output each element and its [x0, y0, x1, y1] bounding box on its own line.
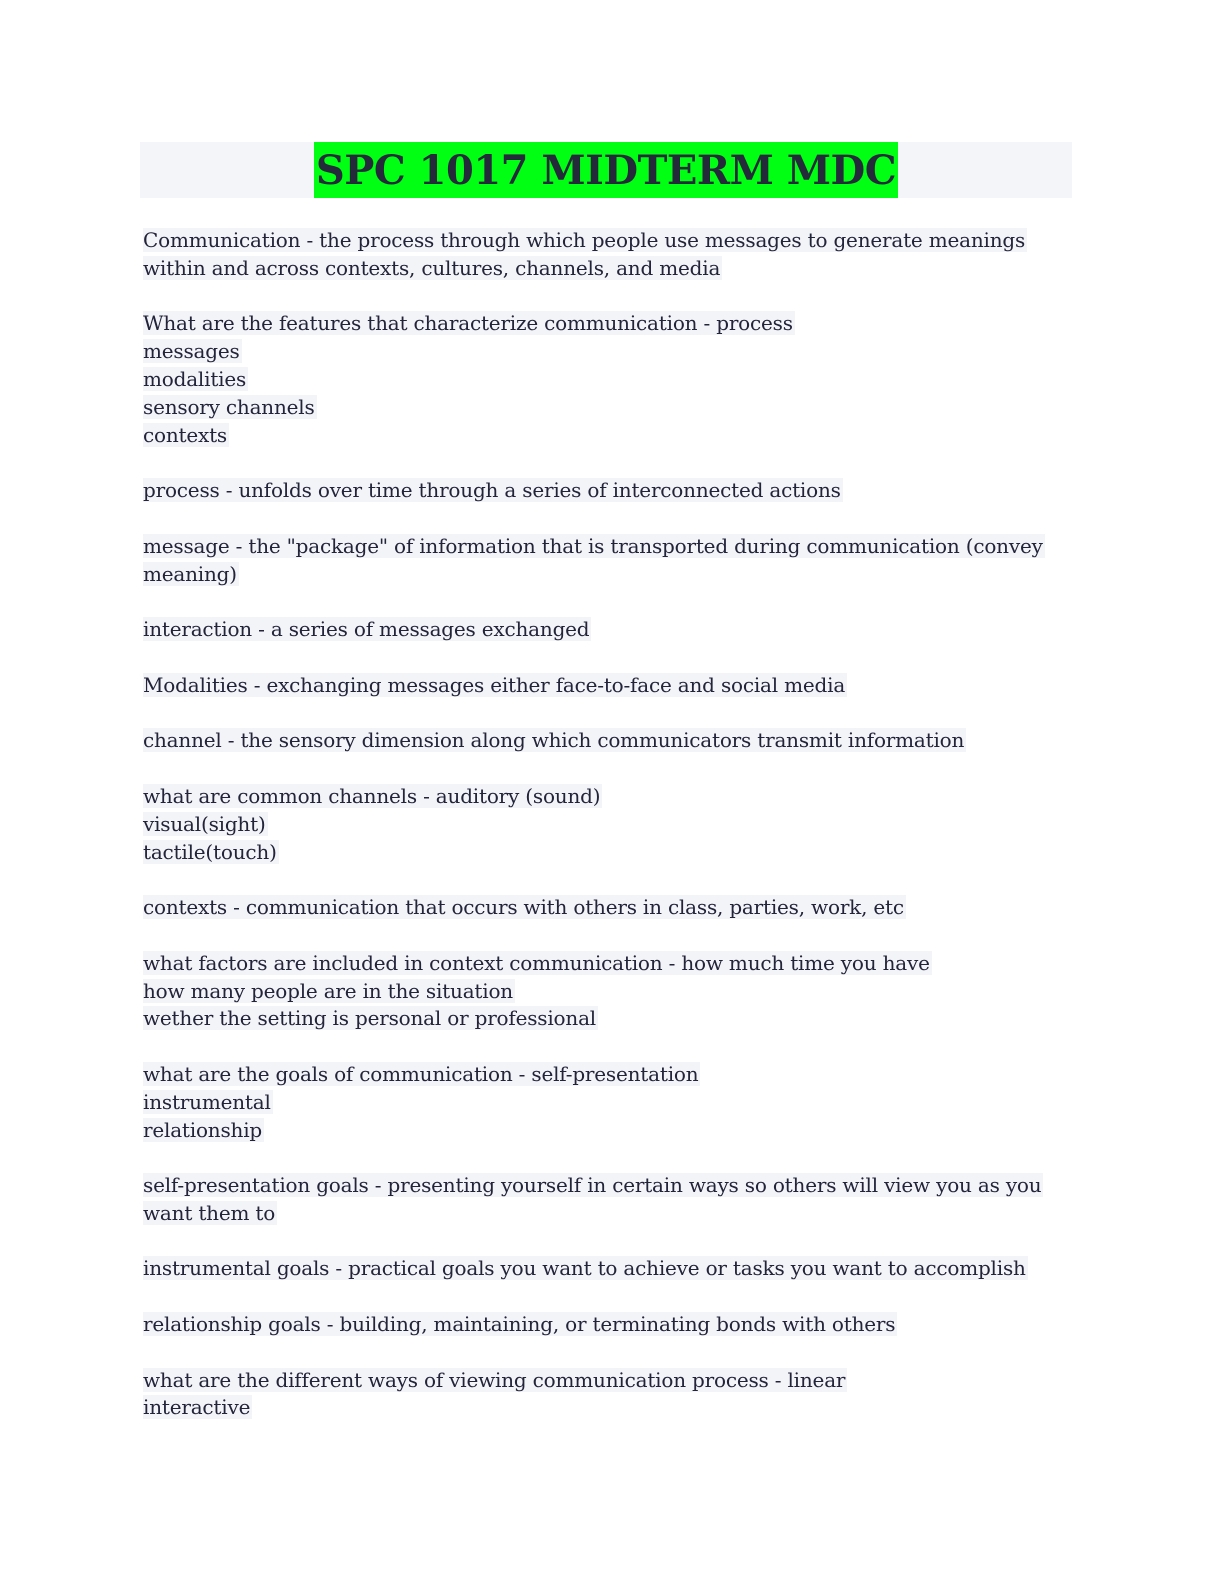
text-line: how many people are in the situation: [143, 978, 513, 1003]
entry-context-factors: [143, 950, 1083, 1033]
entry-common-channels: [143, 783, 1083, 866]
text-line: channel - the sensory dimension along which communicators transmit information: [143, 728, 965, 753]
text-line: what are the goals of communication - self-presentation: [143, 1061, 699, 1086]
text-line: relationship: [143, 1117, 263, 1142]
entry-contexts: [143, 894, 1083, 922]
entry-communication: [143, 227, 1083, 283]
text-line: modalities: [143, 366, 247, 391]
entry-relationship-goals: [143, 1311, 1083, 1339]
text-line: Modalities - exchanging messages either face-to-face and social media: [143, 672, 846, 697]
text-line: message - the "package" of information that is transported during communication (convey: [143, 533, 1043, 558]
entry-self-presentation-goals: [143, 1172, 1083, 1228]
text-line: self-presentation goals - presenting yourself in certain ways so others will view you as you: [143, 1173, 1042, 1198]
text-line: interactive: [143, 1395, 251, 1420]
text-line: instrumental: [143, 1089, 271, 1114]
entry-process: [143, 477, 1083, 505]
entry-message: [143, 533, 1083, 589]
text-line: process - unfolds over time through a series of interconnected actions: [143, 478, 841, 503]
entry-modalities: [143, 672, 1083, 700]
text-line: messages: [143, 339, 240, 364]
text-line: instrumental goals - practical goals you want to achieve or tasks you want to accomplish: [143, 1256, 1026, 1281]
text-line: contexts - communication that occurs with others in class, parties, work, etc: [143, 895, 904, 920]
entry-communication-views: [143, 1367, 1083, 1423]
text-line: want them to: [143, 1200, 276, 1225]
entry-channel: [143, 727, 1083, 755]
text-line: interaction - a series of messages exchanged: [143, 617, 590, 642]
entry-instrumental-goals: [143, 1255, 1083, 1283]
text-line: tactile(touch): [143, 839, 277, 864]
text-line: meaning): [143, 561, 237, 586]
document-body: [143, 227, 1083, 1450]
text-line: what factors are included in context communication - how much time you have: [143, 950, 930, 975]
text-line: What are the features that characterize communication - process: [143, 311, 793, 336]
document-title: SPC 1017 MIDTERM MDC: [314, 142, 898, 198]
text-line: visual(sight): [143, 811, 266, 836]
text-line: within and across contexts, cultures, channels, and media: [143, 255, 721, 280]
text-line: sensory channels: [143, 394, 315, 419]
title-band: [140, 142, 1072, 198]
text-line: what are common channels - auditory (sound): [143, 783, 601, 808]
text-line: wether the setting is personal or professional: [143, 1006, 596, 1031]
text-line: relationship goals - building, maintaining, or terminating bonds with others: [143, 1312, 896, 1337]
text-line: Communication - the process through which people use messages to generate meanings: [143, 228, 1026, 252]
text-line: what are the different ways of viewing communication process - linear: [143, 1367, 846, 1392]
text-line: contexts: [143, 422, 227, 447]
entry-interaction: [143, 616, 1083, 644]
entry-features: [143, 310, 1083, 449]
entry-goals: [143, 1061, 1083, 1144]
